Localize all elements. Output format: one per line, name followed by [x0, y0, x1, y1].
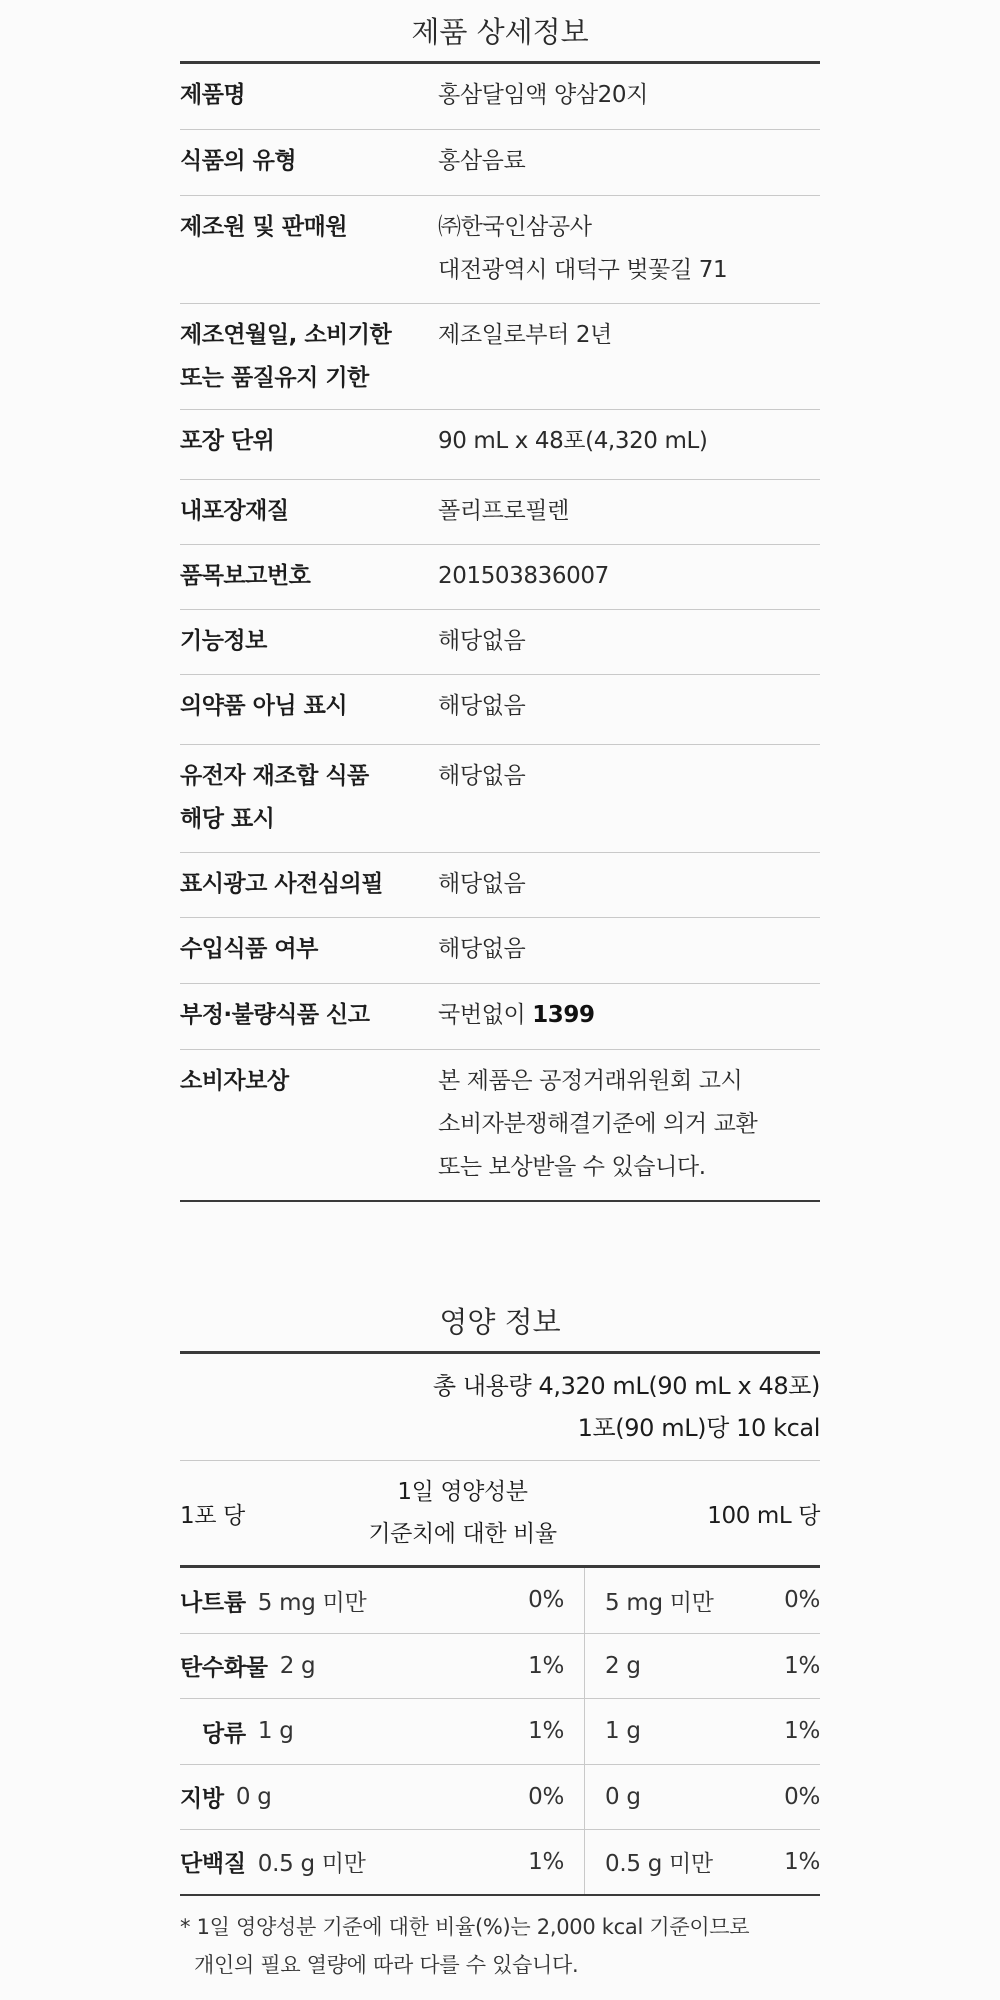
- nutrient-amount-100ml: 1 g: [605, 1718, 641, 1745]
- nutrition-per-pack-cell: [180, 1568, 585, 1633]
- nutrient-percent-100ml: 0%: [784, 1587, 820, 1614]
- detail-value-line: 폴리프로필렌: [438, 498, 569, 524]
- detail-row: [180, 745, 820, 853]
- header-per-pack: 1포 당: [180, 1502, 245, 1529]
- detail-label: [180, 755, 438, 852]
- detail-label: [180, 928, 438, 983]
- detail-value: [438, 755, 820, 852]
- detail-row: [180, 64, 820, 130]
- nutrient-name: 당류: [202, 1720, 246, 1747]
- detail-label-line: 소비자보상: [180, 1068, 289, 1094]
- nutrient-daily-percent: 1%: [528, 1652, 564, 1679]
- detail-value-line: 201503836007: [438, 563, 609, 589]
- detail-row: [180, 984, 820, 1050]
- detail-label: [180, 314, 438, 409]
- detail-label: [180, 555, 438, 609]
- detail-row: [180, 1050, 820, 1202]
- nutrient-name: 단백질: [180, 1851, 246, 1878]
- detail-label: [180, 685, 438, 744]
- detail-value: [438, 420, 820, 479]
- nutrition-per-pack-cell: [180, 1830, 585, 1894]
- detail-row: [180, 480, 820, 545]
- detail-label-line: 품목보고번호: [180, 563, 311, 589]
- detail-value-line: 소비자분쟁해결기준에 의거 교환: [438, 1111, 758, 1137]
- detail-value-line: 해당없음: [438, 628, 526, 654]
- nutrition-row: [180, 1765, 820, 1831]
- detail-value: [438, 928, 820, 983]
- detail-label-line: 제조연월일, 소비기한: [180, 322, 392, 348]
- detail-value: [438, 555, 820, 609]
- nutrient-amount-100ml: 2 g: [605, 1652, 641, 1679]
- detail-value: [438, 685, 820, 744]
- detail-value-line: 해당없음: [438, 693, 526, 719]
- detail-label: [180, 994, 438, 1049]
- nutrient-amount-100ml: 0.5 g 미만: [605, 1851, 713, 1878]
- nutrition-per-pack-cell: [180, 1634, 585, 1699]
- detail-row: [180, 610, 820, 675]
- detail-label: [180, 1060, 438, 1200]
- nutrition-section: [180, 1290, 820, 1984]
- nutrition-section-title: 영양 정보: [180, 1290, 820, 1354]
- header-daily-ratio: [340, 1471, 585, 1555]
- detail-label: [180, 420, 438, 479]
- nutrient-amount: 5 mg 미만: [257, 1589, 367, 1616]
- detail-label-line: 제조원 및 판매원: [180, 214, 348, 240]
- nutrition-total: [180, 1354, 820, 1461]
- footnote-line2: 개인의 필요 열량에 따라 다를 수 있습니다.: [194, 1952, 579, 1977]
- detail-value-line: 홍삼음료: [438, 148, 526, 174]
- nutrient-percent-100ml: 1%: [784, 1718, 820, 1745]
- detail-value-line: 본 제품은 공정거래위원회 고시: [438, 1068, 743, 1094]
- nutrient-amount: 0 g: [235, 1783, 272, 1810]
- nutrient-daily-percent: 0%: [528, 1587, 564, 1614]
- detail-row: [180, 410, 820, 480]
- detail-row: [180, 545, 820, 610]
- detail-label-line: 부정·불량식품 신고: [180, 1002, 370, 1028]
- nutrition-total-calories: 1포(90 mL)당 10 kcal: [577, 1414, 820, 1442]
- detail-row: [180, 130, 820, 196]
- nutrient-percent-100ml: 0%: [784, 1783, 820, 1810]
- detail-value-line: 해당없음: [438, 763, 526, 789]
- detail-label-line: 유전자 재조합 식품: [180, 763, 369, 789]
- detail-value: [438, 620, 820, 674]
- nutrition-per-100ml-cell: [585, 1718, 820, 1744]
- detail-row: [180, 853, 820, 918]
- detail-value-line: 대전광역시 대덕구 벚꽃길 71: [438, 257, 728, 283]
- detail-label-line: 해당 표시: [180, 806, 275, 832]
- nutrition-per-100ml-cell: [585, 1845, 820, 1878]
- detail-label-line: 포장 단위: [180, 428, 275, 454]
- detail-label: [180, 206, 438, 303]
- detail-label-line: 식품의 유형: [180, 148, 297, 174]
- nutrition-total-content: 총 내용량 4,320 mL(90 mL x 48포): [432, 1372, 820, 1400]
- detail-label: [180, 74, 438, 129]
- nutrient-daily-percent: 1%: [528, 1718, 564, 1745]
- nutrient-daily-percent: 0%: [528, 1783, 564, 1810]
- detail-value-line: 홍삼달임액 양삼20지: [438, 82, 648, 108]
- detail-value-line: 해당없음: [438, 936, 526, 962]
- nutrition-per-100ml-cell: [585, 1584, 820, 1617]
- detail-value: [438, 314, 820, 409]
- detail-value: [438, 206, 820, 303]
- nutrition-row: [180, 1830, 820, 1896]
- nutrition-per-100ml-cell: [585, 1653, 820, 1679]
- nutrition-table: [180, 1568, 820, 1896]
- header-daily-ratio-line1: 1일 영양성분: [397, 1479, 528, 1505]
- nutrient-name: 지방: [180, 1786, 224, 1813]
- detail-label-line: 내포장재질: [180, 498, 289, 524]
- detail-label-line: 기능정보: [180, 628, 267, 654]
- detail-label: [180, 620, 438, 674]
- detail-section-title: 제품 상세정보: [180, 0, 820, 64]
- detail-row: [180, 918, 820, 984]
- nutrition-per-pack-cell: [180, 1765, 585, 1830]
- nutrient-amount: 1 g: [257, 1718, 294, 1745]
- detail-label-line: 제품명: [180, 82, 246, 108]
- nutrient-amount: 0.5 g 미만: [257, 1851, 366, 1878]
- detail-row: [180, 304, 820, 410]
- header-per-100ml: 100 mL 당: [707, 1502, 820, 1529]
- detail-value-line: 90 mL x 48포(4,320 mL): [438, 428, 708, 454]
- report-prefix: 국번없이: [438, 1002, 533, 1028]
- nutrition-per-100ml-cell: [585, 1784, 820, 1810]
- detail-table: [180, 64, 820, 1202]
- detail-value: [438, 140, 820, 195]
- detail-row: [180, 196, 820, 304]
- nutrient-amount-100ml: 0 g: [605, 1783, 641, 1810]
- detail-label: [180, 863, 438, 917]
- detail-value: [438, 994, 820, 1049]
- nutrition-row: [180, 1634, 820, 1700]
- detail-value: [438, 74, 820, 129]
- detail-value: [438, 863, 820, 917]
- nutrition-per-pack-cell: [180, 1699, 585, 1764]
- detail-value-line: 해당없음: [438, 871, 526, 897]
- product-detail-section: [180, 0, 820, 1202]
- nutrition-row: [180, 1568, 820, 1634]
- detail-value-line: ㈜한국인삼공사: [438, 214, 592, 240]
- nutrient-percent-100ml: 1%: [784, 1652, 820, 1679]
- footnote-line1: * 1일 영양성분 기준에 대한 비율(%)는 2,000 kcal 기준이므로: [180, 1914, 750, 1939]
- nutrient-amount: 2 g: [279, 1652, 316, 1679]
- nutrition-header: [180, 1461, 820, 1568]
- detail-label-line: 표시광고 사전심의필: [180, 871, 383, 897]
- nutrient-name: 탄수화물: [180, 1655, 268, 1682]
- detail-label-line: 수입식품 여부: [180, 936, 318, 962]
- nutrition-row: [180, 1699, 820, 1765]
- nutrient-name: 나트륨: [180, 1589, 246, 1616]
- detail-value: [438, 1060, 820, 1200]
- nutrient-percent-100ml: 1%: [784, 1848, 820, 1875]
- detail-value-line: 또는 보상받을 수 있습니다.: [438, 1154, 706, 1180]
- detail-label: [180, 490, 438, 544]
- nutrient-daily-percent: 1%: [528, 1848, 564, 1875]
- detail-value: [438, 490, 820, 544]
- detail-label: [180, 140, 438, 195]
- report-hotline-number: 1399: [532, 1002, 595, 1028]
- detail-row: [180, 675, 820, 745]
- detail-label-line: 의약품 아님 표시: [180, 693, 348, 719]
- header-daily-ratio-line2: 기준치에 대한 비율: [368, 1521, 557, 1547]
- detail-label-line: 또는 품질유지 기한: [180, 365, 369, 391]
- nutrient-amount-100ml: 5 mg 미만: [605, 1589, 714, 1616]
- detail-value-line: 제조일로부터 2년: [438, 322, 612, 348]
- nutrition-footnote: [180, 1896, 820, 1984]
